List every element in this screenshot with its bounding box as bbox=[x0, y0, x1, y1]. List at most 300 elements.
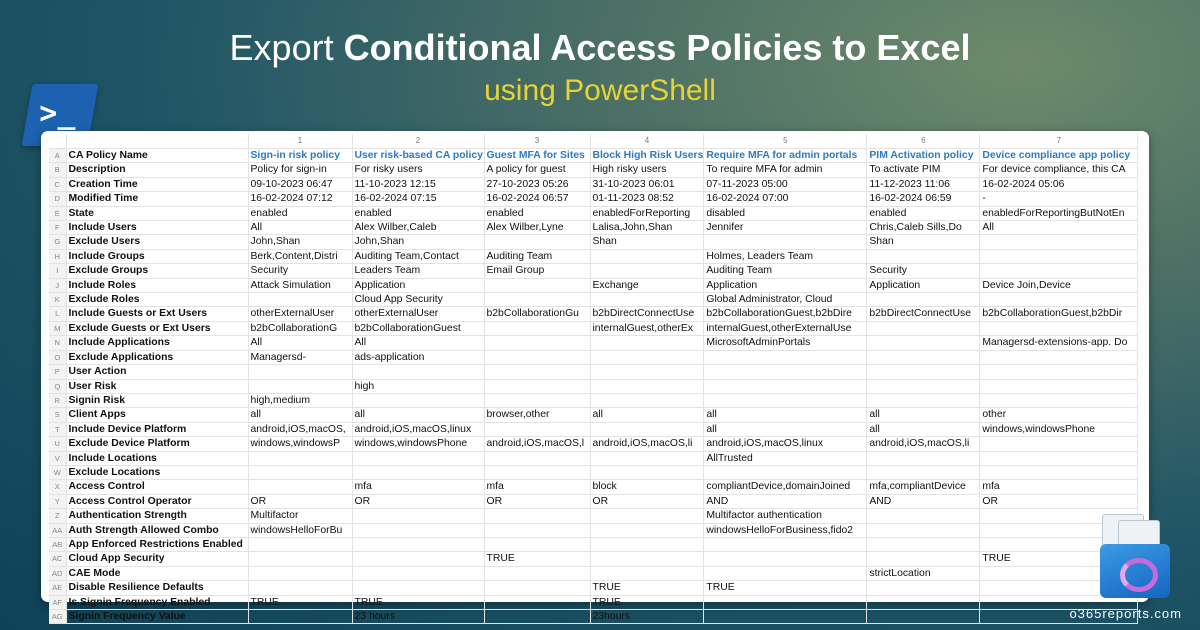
row-header[interactable]: T bbox=[49, 422, 66, 436]
table-cell[interactable]: enabled bbox=[867, 206, 980, 220]
table-cell[interactable] bbox=[352, 509, 484, 523]
field-name-cell[interactable]: Disable Resilience Defaults bbox=[66, 581, 248, 595]
table-cell[interactable]: Policy for sign-in bbox=[248, 163, 352, 177]
table-cell[interactable] bbox=[248, 566, 352, 580]
table-cell[interactable]: disabled bbox=[704, 206, 867, 220]
table-cell[interactable]: All bbox=[352, 336, 484, 350]
field-name-cell[interactable]: Exclude Users bbox=[66, 235, 248, 249]
table-cell[interactable] bbox=[980, 350, 1138, 364]
table-cell[interactable] bbox=[980, 451, 1138, 465]
table-cell[interactable] bbox=[590, 552, 704, 566]
field-name-cell[interactable]: Include Users bbox=[66, 221, 248, 235]
row-header[interactable]: C bbox=[49, 177, 66, 191]
table-cell[interactable] bbox=[867, 610, 980, 624]
row-header[interactable]: AB bbox=[49, 537, 66, 551]
table-cell[interactable]: enabled bbox=[248, 206, 352, 220]
row-header[interactable]: Y bbox=[49, 494, 66, 508]
field-name-cell[interactable]: Exclude Applications bbox=[66, 350, 248, 364]
table-cell[interactable]: high,medium bbox=[248, 393, 352, 407]
table-cell[interactable] bbox=[590, 509, 704, 523]
table-cell[interactable]: b2bCollaborationG bbox=[248, 321, 352, 335]
table-cell[interactable] bbox=[484, 595, 590, 609]
table-cell[interactable]: Exchange bbox=[590, 278, 704, 292]
table-cell[interactable] bbox=[352, 552, 484, 566]
table-cell[interactable] bbox=[590, 264, 704, 278]
table-cell[interactable] bbox=[590, 336, 704, 350]
table-cell[interactable] bbox=[484, 537, 590, 551]
field-name-cell[interactable]: Exclude Locations bbox=[66, 465, 248, 479]
table-cell[interactable]: Application bbox=[704, 278, 867, 292]
table-cell[interactable] bbox=[980, 393, 1138, 407]
table-cell[interactable]: enabledForReporting bbox=[590, 206, 704, 220]
table-cell[interactable]: User risk-based CA policy bbox=[352, 149, 484, 163]
table-cell[interactable]: 01-11-2023 08:52 bbox=[590, 192, 704, 206]
table-cell[interactable] bbox=[590, 422, 704, 436]
column-header[interactable]: 2 bbox=[352, 134, 484, 149]
field-name-cell[interactable]: Exclude Groups bbox=[66, 264, 248, 278]
table-cell[interactable] bbox=[590, 566, 704, 580]
row-header[interactable]: O bbox=[49, 350, 66, 364]
table-cell[interactable] bbox=[867, 393, 980, 407]
table-cell[interactable] bbox=[704, 235, 867, 249]
row-header[interactable]: K bbox=[49, 293, 66, 307]
table-cell[interactable] bbox=[484, 422, 590, 436]
table-cell[interactable]: all bbox=[867, 408, 980, 422]
table-cell[interactable] bbox=[704, 465, 867, 479]
field-name-cell[interactable]: CA Policy Name bbox=[66, 149, 248, 163]
table-cell[interactable]: compliantDevice,domainJoined bbox=[704, 480, 867, 494]
table-cell[interactable]: Guest MFA for Sites bbox=[484, 149, 590, 163]
table-cell[interactable]: 16-02-2024 05:06 bbox=[980, 177, 1138, 191]
row-header[interactable]: AD bbox=[49, 566, 66, 580]
field-name-cell[interactable]: Authentication Strength bbox=[66, 509, 248, 523]
table-cell[interactable]: other bbox=[980, 408, 1138, 422]
table-cell[interactable]: Email Group bbox=[484, 264, 590, 278]
column-header[interactable]: 3 bbox=[484, 134, 590, 149]
table-cell[interactable]: android,iOS,macOS,l bbox=[484, 437, 590, 451]
table-cell[interactable]: Device Join,Device bbox=[980, 278, 1138, 292]
table-cell[interactable] bbox=[590, 365, 704, 379]
row-header[interactable]: AA bbox=[49, 523, 66, 537]
table-cell[interactable]: mfa,compliantDevice bbox=[867, 480, 980, 494]
table-cell[interactable] bbox=[484, 350, 590, 364]
row-header[interactable]: H bbox=[49, 249, 66, 263]
table-cell[interactable] bbox=[867, 465, 980, 479]
field-name-cell[interactable]: Access Control bbox=[66, 480, 248, 494]
table-cell[interactable]: TRUE bbox=[704, 581, 867, 595]
table-cell[interactable]: John,Shan bbox=[352, 235, 484, 249]
table-cell[interactable] bbox=[248, 581, 352, 595]
table-cell[interactable]: browser,other bbox=[484, 408, 590, 422]
field-name-cell[interactable]: User Risk bbox=[66, 379, 248, 393]
table-cell[interactable]: For risky users bbox=[352, 163, 484, 177]
table-cell[interactable]: PIM Activation policy bbox=[867, 149, 980, 163]
table-cell[interactable]: all bbox=[704, 408, 867, 422]
field-name-cell[interactable]: Auth Strength Allowed Combo bbox=[66, 523, 248, 537]
row-header[interactable]: J bbox=[49, 278, 66, 292]
table-cell[interactable] bbox=[867, 321, 980, 335]
row-header[interactable]: U bbox=[49, 437, 66, 451]
table-cell[interactable]: All bbox=[248, 336, 352, 350]
field-name-cell[interactable]: Creation Time bbox=[66, 177, 248, 191]
table-cell[interactable]: Alex Wilber,Lyne bbox=[484, 221, 590, 235]
table-cell[interactable]: John,Shan bbox=[248, 235, 352, 249]
table-cell[interactable]: All bbox=[980, 221, 1138, 235]
table-cell[interactable] bbox=[352, 537, 484, 551]
table-cell[interactable]: Holmes, Leaders Team bbox=[704, 249, 867, 263]
table-cell[interactable]: - bbox=[980, 192, 1138, 206]
field-name-cell[interactable]: CAE Mode bbox=[66, 566, 248, 580]
field-name-cell[interactable]: Is Signin Frequency Enabled bbox=[66, 595, 248, 609]
table-cell[interactable]: enabledForReportingButNotEn bbox=[980, 206, 1138, 220]
table-cell[interactable]: otherExternalUser bbox=[248, 307, 352, 321]
row-header[interactable]: L bbox=[49, 307, 66, 321]
table-cell[interactable]: 23 hours bbox=[352, 610, 484, 624]
table-cell[interactable]: strictLocation bbox=[867, 566, 980, 580]
table-cell[interactable]: all bbox=[248, 408, 352, 422]
table-cell[interactable]: Multifactor authentication bbox=[704, 509, 867, 523]
table-cell[interactable]: 31-10-2023 06:01 bbox=[590, 177, 704, 191]
field-name-cell[interactable]: Client Apps bbox=[66, 408, 248, 422]
table-cell[interactable]: Leaders Team bbox=[352, 264, 484, 278]
table-cell[interactable] bbox=[248, 610, 352, 624]
table-cell[interactable] bbox=[980, 379, 1138, 393]
table-cell[interactable] bbox=[248, 537, 352, 551]
table-cell[interactable]: high bbox=[352, 379, 484, 393]
table-cell[interactable]: OR bbox=[590, 494, 704, 508]
field-name-cell[interactable]: Cloud App Security bbox=[66, 552, 248, 566]
table-cell[interactable] bbox=[484, 566, 590, 580]
table-cell[interactable]: block bbox=[590, 480, 704, 494]
table-cell[interactable]: Application bbox=[352, 278, 484, 292]
table-cell[interactable]: mfa bbox=[484, 480, 590, 494]
table-cell[interactable] bbox=[704, 350, 867, 364]
row-header[interactable]: N bbox=[49, 336, 66, 350]
table-cell[interactable] bbox=[248, 465, 352, 479]
table-cell[interactable]: Attack Simulation bbox=[248, 278, 352, 292]
table-cell[interactable]: Auditing Team bbox=[704, 264, 867, 278]
table-cell[interactable] bbox=[867, 581, 980, 595]
table-cell[interactable]: 11-10-2023 12:15 bbox=[352, 177, 484, 191]
table-cell[interactable]: Alex Wilber,Caleb bbox=[352, 221, 484, 235]
column-header[interactable]: 6 bbox=[867, 134, 980, 149]
table-cell[interactable]: Shan bbox=[867, 235, 980, 249]
row-header[interactable]: AE bbox=[49, 581, 66, 595]
table-cell[interactable]: android,iOS,macOS,linux bbox=[352, 422, 484, 436]
table-cell[interactable] bbox=[352, 393, 484, 407]
table-cell[interactable]: AND bbox=[867, 494, 980, 508]
table-cell[interactable]: TRUE bbox=[248, 595, 352, 609]
table-cell[interactable] bbox=[248, 451, 352, 465]
column-header[interactable]: 1 bbox=[248, 134, 352, 149]
table-cell[interactable]: 23hours bbox=[590, 610, 704, 624]
table-cell[interactable] bbox=[704, 566, 867, 580]
table-cell[interactable] bbox=[867, 509, 980, 523]
table-cell[interactable] bbox=[484, 581, 590, 595]
table-cell[interactable] bbox=[352, 465, 484, 479]
row-header[interactable]: AC bbox=[49, 552, 66, 566]
table-cell[interactable] bbox=[867, 365, 980, 379]
row-header[interactable]: W bbox=[49, 465, 66, 479]
table-cell[interactable]: all bbox=[590, 408, 704, 422]
table-cell[interactable]: TRUE bbox=[590, 581, 704, 595]
field-name-cell[interactable]: Include Guests or Ext Users bbox=[66, 307, 248, 321]
table-cell[interactable] bbox=[352, 523, 484, 537]
table-cell[interactable] bbox=[980, 465, 1138, 479]
table-cell[interactable]: Berk,Content,Distri bbox=[248, 249, 352, 263]
row-header[interactable]: AG bbox=[49, 610, 66, 624]
table-cell[interactable] bbox=[867, 537, 980, 551]
table-cell[interactable]: OR bbox=[248, 494, 352, 508]
table-cell[interactable] bbox=[980, 321, 1138, 335]
table-cell[interactable]: Security bbox=[248, 264, 352, 278]
row-header[interactable]: P bbox=[49, 365, 66, 379]
table-cell[interactable]: windowsHelloForBusiness,fido2 bbox=[704, 523, 867, 537]
table-cell[interactable]: enabled bbox=[352, 206, 484, 220]
table-cell[interactable] bbox=[704, 595, 867, 609]
table-cell[interactable]: all bbox=[704, 422, 867, 436]
table-cell[interactable]: all bbox=[352, 408, 484, 422]
field-name-cell[interactable]: Access Control Operator bbox=[66, 494, 248, 508]
field-name-cell[interactable]: Include Locations bbox=[66, 451, 248, 465]
row-header[interactable]: G bbox=[49, 235, 66, 249]
table-cell[interactable] bbox=[590, 451, 704, 465]
table-cell[interactable]: OR bbox=[484, 494, 590, 508]
table-cell[interactable]: 07-11-2023 05:00 bbox=[704, 177, 867, 191]
field-name-cell[interactable]: Exclude Guests or Ext Users bbox=[66, 321, 248, 335]
table-cell[interactable]: TRUE bbox=[980, 552, 1138, 566]
table-cell[interactable]: Global Administrator, Cloud bbox=[704, 293, 867, 307]
table-cell[interactable] bbox=[352, 451, 484, 465]
table-cell[interactable] bbox=[704, 393, 867, 407]
table-cell[interactable]: Require MFA for admin portals bbox=[704, 149, 867, 163]
field-name-cell[interactable]: Include Device Platform bbox=[66, 422, 248, 436]
table-cell[interactable]: 16-02-2024 07:00 bbox=[704, 192, 867, 206]
table-cell[interactable]: Managersd-extensions-app. Do bbox=[980, 336, 1138, 350]
table-cell[interactable] bbox=[484, 610, 590, 624]
table-cell[interactable]: b2bCollaborationGuest,b2bDire bbox=[704, 307, 867, 321]
table-cell[interactable] bbox=[980, 365, 1138, 379]
row-header[interactable]: S bbox=[49, 408, 66, 422]
row-header[interactable]: AF bbox=[49, 595, 66, 609]
table-cell[interactable]: TRUE bbox=[484, 552, 590, 566]
field-name-cell[interactable]: State bbox=[66, 206, 248, 220]
table-cell[interactable]: windowsHelloForBu bbox=[248, 523, 352, 537]
table-row bbox=[49, 264, 1138, 278]
table-cell[interactable]: windows,windowsPhone bbox=[352, 437, 484, 451]
table-cell[interactable] bbox=[484, 451, 590, 465]
table-cell[interactable]: Device compliance app policy bbox=[980, 149, 1138, 163]
table-cell[interactable]: ads-application bbox=[352, 350, 484, 364]
field-name-cell[interactable]: User Action bbox=[66, 365, 248, 379]
table-cell[interactable]: 11-12-2023 11:06 bbox=[867, 177, 980, 191]
row-header[interactable]: A bbox=[49, 149, 66, 163]
table-cell[interactable]: all bbox=[867, 422, 980, 436]
table-cell[interactable]: internalGuest,otherExternalUse bbox=[704, 321, 867, 335]
table-cell[interactable] bbox=[484, 379, 590, 393]
table-cell[interactable] bbox=[867, 249, 980, 263]
table-cell[interactable]: windows,windowsP bbox=[248, 437, 352, 451]
table-cell[interactable]: Block High Risk Users bbox=[590, 149, 704, 163]
table-cell[interactable]: b2bDirectConnectUse bbox=[590, 307, 704, 321]
table-cell[interactable]: Security bbox=[867, 264, 980, 278]
table-cell[interactable] bbox=[867, 552, 980, 566]
field-name-cell[interactable]: Include Applications bbox=[66, 336, 248, 350]
table-cell[interactable]: Application bbox=[867, 278, 980, 292]
field-name-cell[interactable]: Signin Frequency Value bbox=[66, 610, 248, 624]
table-cell[interactable] bbox=[484, 465, 590, 479]
table-cell[interactable] bbox=[867, 336, 980, 350]
table-cell[interactable] bbox=[980, 264, 1138, 278]
table-cell[interactable]: internalGuest,otherEx bbox=[590, 321, 704, 335]
table-cell[interactable] bbox=[704, 537, 867, 551]
field-name-cell[interactable]: Signin Risk bbox=[66, 393, 248, 407]
table-cell[interactable] bbox=[248, 480, 352, 494]
table-cell[interactable]: Chris,Caleb Sills,Do bbox=[867, 221, 980, 235]
table-cell[interactable]: 09-10-2023 06:47 bbox=[248, 177, 352, 191]
table-cell[interactable] bbox=[484, 523, 590, 537]
row-header[interactable]: D bbox=[49, 192, 66, 206]
table-cell[interactable]: b2bCollaborationGuest,b2bDir bbox=[980, 307, 1138, 321]
table-cell[interactable] bbox=[484, 235, 590, 249]
table-cell[interactable]: b2bDirectConnectUse bbox=[867, 307, 980, 321]
table-cell[interactable]: b2bCollaborationGu bbox=[484, 307, 590, 321]
row-header[interactable]: B bbox=[49, 163, 66, 177]
row-header[interactable]: F bbox=[49, 221, 66, 235]
table-cell[interactable] bbox=[704, 610, 867, 624]
table-cell[interactable] bbox=[704, 552, 867, 566]
table-cell[interactable]: android,iOS,macOS,linux bbox=[704, 437, 867, 451]
table-cell[interactable]: TRUE bbox=[352, 595, 484, 609]
table-cell[interactable]: Cloud App Security bbox=[352, 293, 484, 307]
table-cell[interactable]: All bbox=[248, 221, 352, 235]
table-cell[interactable] bbox=[352, 566, 484, 580]
table-cell[interactable] bbox=[590, 249, 704, 263]
table-cell[interactable]: Shan bbox=[590, 235, 704, 249]
table-cell[interactable] bbox=[590, 379, 704, 393]
table-cell[interactable]: Multifactor bbox=[248, 509, 352, 523]
field-name-cell[interactable]: Include Roles bbox=[66, 278, 248, 292]
column-header[interactable] bbox=[66, 134, 248, 149]
table-cell[interactable] bbox=[484, 293, 590, 307]
table-cell[interactable]: Lalisa,John,Shan bbox=[590, 221, 704, 235]
table-cell[interactable]: AND bbox=[704, 494, 867, 508]
table-cell[interactable]: To activate PIM bbox=[867, 163, 980, 177]
table-cell[interactable] bbox=[867, 379, 980, 393]
table-cell[interactable] bbox=[352, 581, 484, 595]
table-cell[interactable] bbox=[590, 465, 704, 479]
table-cell[interactable]: 27-10-2023 05:26 bbox=[484, 177, 590, 191]
table-cell[interactable] bbox=[867, 523, 980, 537]
table-cell[interactable] bbox=[248, 293, 352, 307]
table-cell[interactable]: mfa bbox=[980, 480, 1138, 494]
row-header[interactable]: V bbox=[49, 451, 66, 465]
table-cell[interactable]: android,iOS,macOS,li bbox=[867, 437, 980, 451]
field-name-cell[interactable]: Exclude Roles bbox=[66, 293, 248, 307]
table-cell[interactable]: 16-02-2024 07:12 bbox=[248, 192, 352, 206]
table-cell[interactable]: 16-02-2024 06:59 bbox=[867, 192, 980, 206]
table-cell[interactable]: A policy for guest bbox=[484, 163, 590, 177]
row-header[interactable]: R bbox=[49, 393, 66, 407]
table-cell[interactable] bbox=[484, 336, 590, 350]
column-header[interactable]: 5 bbox=[704, 134, 867, 149]
row-header[interactable]: Z bbox=[49, 509, 66, 523]
table-cell[interactable] bbox=[590, 393, 704, 407]
table-cell[interactable]: windows,windowsPhone bbox=[980, 422, 1138, 436]
table-cell[interactable]: Jennifer bbox=[704, 221, 867, 235]
field-name-cell[interactable]: Description bbox=[66, 163, 248, 177]
table-cell[interactable] bbox=[867, 293, 980, 307]
table-cell[interactable]: mfa bbox=[352, 480, 484, 494]
table-cell[interactable] bbox=[590, 293, 704, 307]
table-cell[interactable] bbox=[248, 379, 352, 393]
table-cell[interactable] bbox=[590, 537, 704, 551]
table-cell[interactable] bbox=[484, 509, 590, 523]
table-cell[interactable] bbox=[484, 321, 590, 335]
table-cell[interactable] bbox=[590, 523, 704, 537]
table-cell[interactable] bbox=[704, 365, 867, 379]
column-header[interactable]: 7 bbox=[980, 134, 1138, 149]
table-cell[interactable]: OR bbox=[352, 494, 484, 508]
column-header[interactable]: 4 bbox=[590, 134, 704, 149]
table-cell[interactable]: AllTrusted bbox=[704, 451, 867, 465]
table-cell[interactable]: OR bbox=[980, 494, 1138, 508]
table-cell[interactable]: android,iOS,macOS,li bbox=[590, 437, 704, 451]
table-cell[interactable]: Sign-in risk policy bbox=[248, 149, 352, 163]
table-cell[interactable] bbox=[484, 393, 590, 407]
table-cell[interactable]: enabled bbox=[484, 206, 590, 220]
table-cell[interactable] bbox=[248, 552, 352, 566]
table-cell[interactable] bbox=[980, 235, 1138, 249]
table-cell[interactable]: For device compliance, this CA bbox=[980, 163, 1138, 177]
table-cell[interactable] bbox=[980, 293, 1138, 307]
table-cell[interactable] bbox=[484, 365, 590, 379]
table-cell[interactable] bbox=[484, 278, 590, 292]
field-name-cell[interactable]: App Enforced Restrictions Enabled bbox=[66, 537, 248, 551]
row-header[interactable]: X bbox=[49, 480, 66, 494]
table-cell[interactable]: Managersd- bbox=[248, 350, 352, 364]
table-cell[interactable]: b2bCollaborationGuest bbox=[352, 321, 484, 335]
row-header[interactable]: I bbox=[49, 264, 66, 278]
table-cell[interactable] bbox=[704, 379, 867, 393]
table-row bbox=[49, 221, 1138, 235]
table-cell[interactable] bbox=[590, 350, 704, 364]
table-cell[interactable] bbox=[980, 437, 1138, 451]
table-cell[interactable]: android,iOS,macOS, bbox=[248, 422, 352, 436]
table-cell[interactable] bbox=[867, 595, 980, 609]
table-cell[interactable]: 16-02-2024 06:57 bbox=[484, 192, 590, 206]
table-cell[interactable] bbox=[352, 365, 484, 379]
table-cell[interactable] bbox=[248, 365, 352, 379]
table-cell[interactable]: Auditing Team bbox=[484, 249, 590, 263]
table-cell[interactable]: High risky users bbox=[590, 163, 704, 177]
table-cell[interactable] bbox=[867, 350, 980, 364]
table-cell[interactable]: otherExternalUser bbox=[352, 307, 484, 321]
field-name-cell[interactable]: Include Groups bbox=[66, 249, 248, 263]
field-name-cell[interactable]: Modified Time bbox=[66, 192, 248, 206]
table-cell[interactable]: Auditing Team,Contact bbox=[352, 249, 484, 263]
table-cell[interactable]: TRUE bbox=[590, 595, 704, 609]
row-header[interactable]: M bbox=[49, 321, 66, 335]
table-cell[interactable] bbox=[867, 451, 980, 465]
field-name-cell[interactable]: Exclude Device Platform bbox=[66, 437, 248, 451]
table-cell[interactable]: 16-02-2024 07:15 bbox=[352, 192, 484, 206]
table-cell[interactable]: MicrosoftAdminPortals bbox=[704, 336, 867, 350]
table-cell[interactable] bbox=[980, 249, 1138, 263]
row-header[interactable]: Q bbox=[49, 379, 66, 393]
table-cell[interactable]: To require MFA for admin bbox=[704, 163, 867, 177]
row-header[interactable]: E bbox=[49, 206, 66, 220]
